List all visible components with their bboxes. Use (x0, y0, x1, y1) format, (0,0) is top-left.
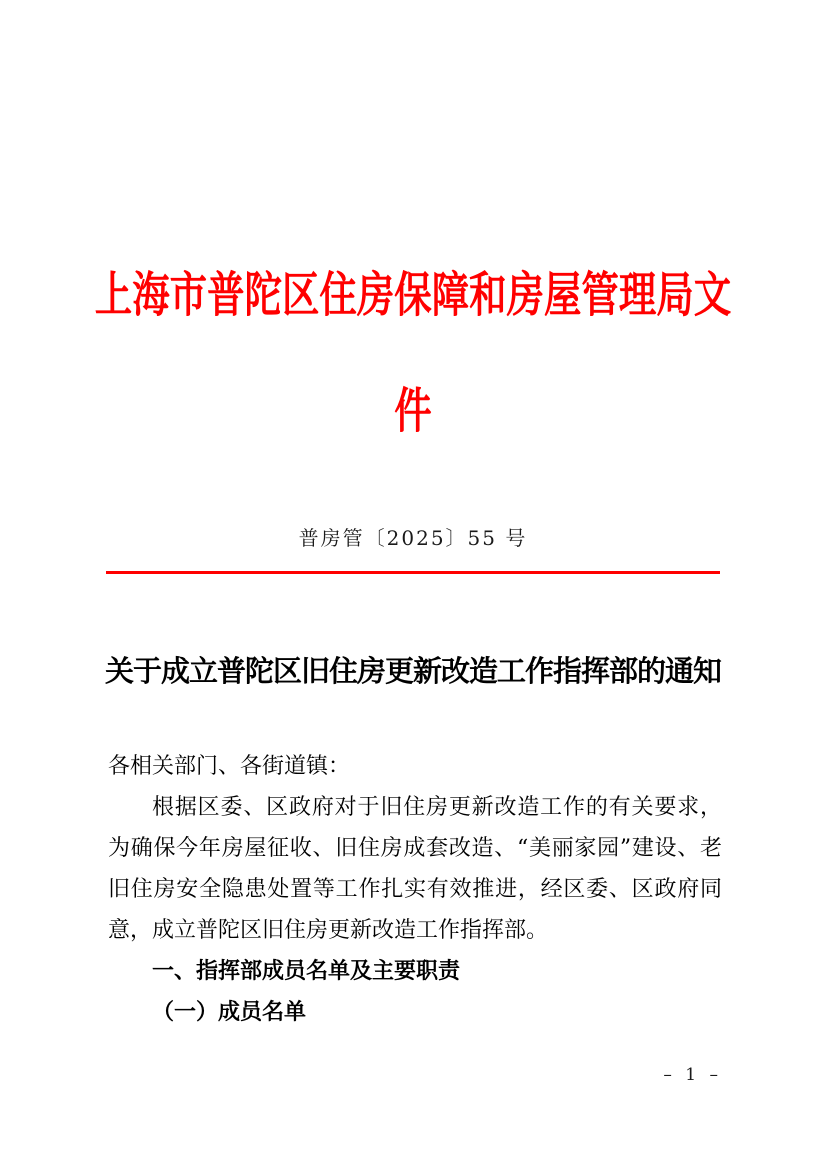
salutation: 各相关部门、各街道镇： (108, 754, 351, 779)
red-divider-line (106, 571, 720, 574)
letterhead-title-line1: 上海市普陀区住房保障和房屋管理局文 (94, 267, 732, 323)
document-title: 关于成立普陀区旧住房更新改造工作指挥部的通知 (104, 654, 721, 688)
document-body (0, 746, 826, 1033)
section-heading-2: （一）成员名单 (152, 1000, 307, 1025)
letterhead (0, 0, 826, 552)
document-number: 普房管〔2025〕55 号 (298, 526, 528, 550)
page-number: – 1 – (663, 1065, 722, 1085)
letterhead-title-line2: 件 (394, 383, 432, 439)
body-paragraph: 根据区委、区政府对于旧住房更新改造工作的有关要求，为确保今年房屋征收、旧住房成套改造、“美丽家园”建设、老旧住房安全隐患处置等工作扎实有效推进，经区委、区政府同意，成立普陀区旧住房更新改造工作指挥部。 (108, 795, 722, 943)
section-heading-1: 一、指挥部成员名单及主要职责 (152, 959, 461, 984)
